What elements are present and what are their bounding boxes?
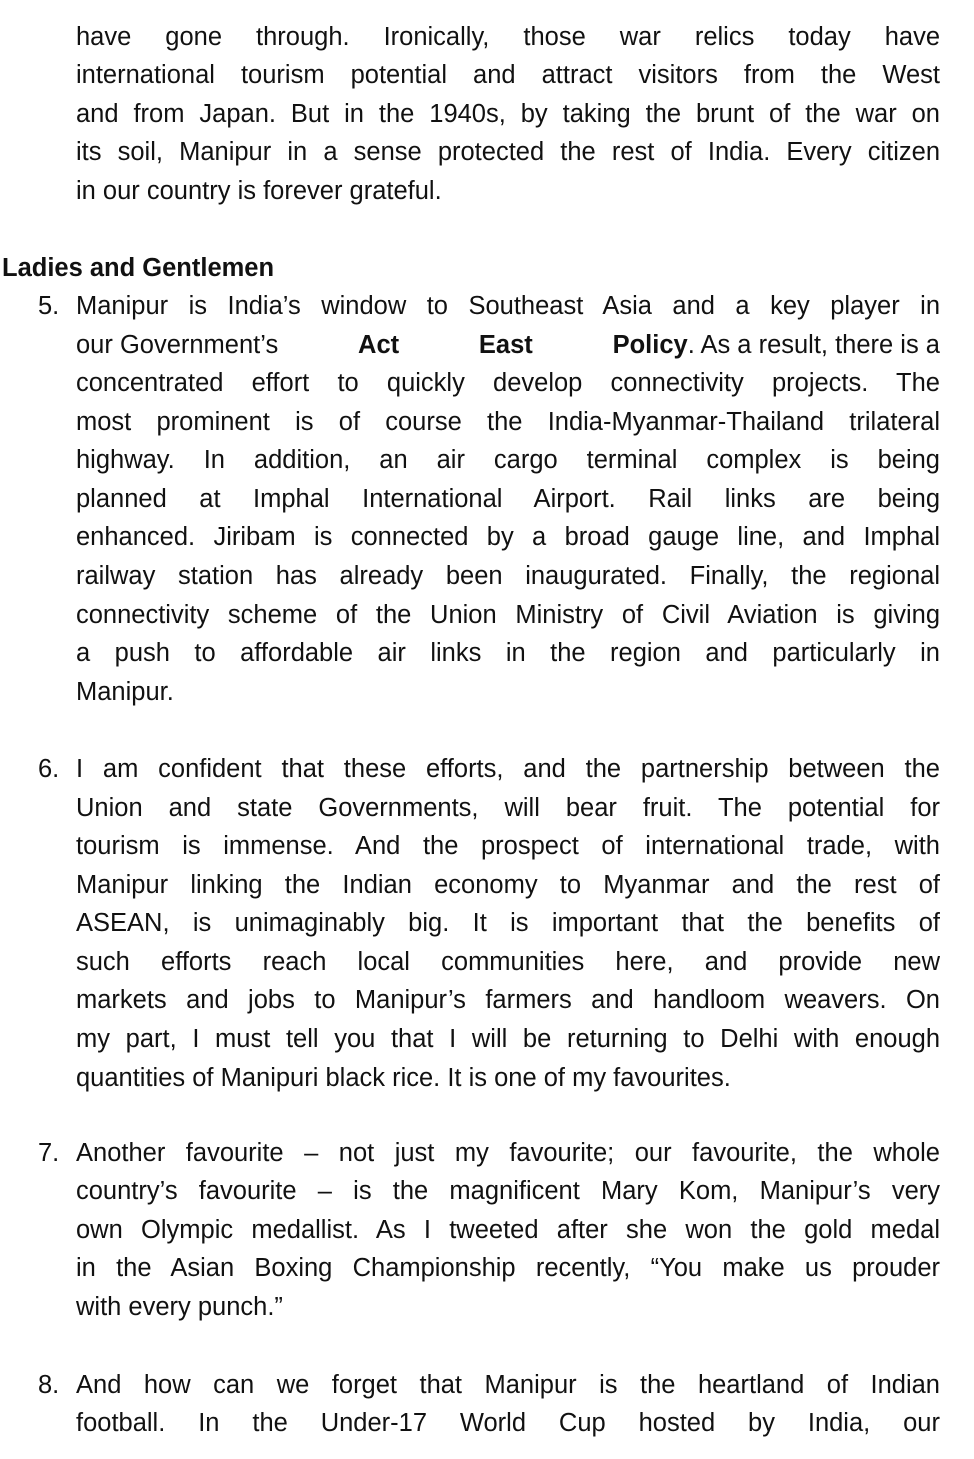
- text-segment: . As a result, there is a: [687, 331, 940, 359]
- section-heading: Ladies and Gentlemen: [2, 254, 275, 282]
- text-line: And how can we forget that Manipur is the heartland of Indian: [76, 1371, 940, 1399]
- text-line: my part, I must tell you that I will be returning to Delhi with enough: [76, 1025, 940, 1053]
- list-number: 7.: [38, 1139, 60, 1167]
- text-line: country’s favourite – is the magnificent Mary Kom, Manipur’s very: [76, 1177, 940, 1205]
- text-segment: our Government’s: [76, 331, 279, 359]
- text-line: tourism is immense. And the prospect of international trade, with: [76, 832, 940, 860]
- text-line: enhanced. Jiribam is connected by a broad gauge line, and Imphal: [76, 523, 940, 551]
- text-line: most prominent is of course the India-Myanmar-Thailand trilateral: [76, 408, 940, 436]
- text-line: have gone through. Ironically, those war relics today have: [76, 23, 940, 51]
- text-line: a push to affordable air links in the region and particularly in: [76, 639, 940, 667]
- text-line: Manipur.: [76, 678, 174, 706]
- text-line: international tourism potential and attract visitors from the West: [76, 61, 940, 89]
- text-line: [76, 326, 940, 364]
- text-line: I am confident that these efforts, and the partnership between the: [76, 755, 940, 783]
- text-line: Another favourite – not just my favourite; our favourite, the whole: [76, 1139, 940, 1167]
- text-line: in the Asian Boxing Championship recently, “You make us prouder: [76, 1254, 940, 1282]
- text-line: Union and state Governments, will bear fruit. The potential for: [76, 794, 940, 822]
- text-line: concentrated effort to quickly develop connectivity projects. The: [76, 369, 940, 397]
- text-line: with every punch.”: [76, 1293, 283, 1321]
- text-line: railway station has already been inaugurated. Finally, the regional: [76, 562, 940, 590]
- text-line: highway. In addition, an air cargo terminal complex is being: [76, 446, 940, 474]
- text-line: football. In the Under-17 World Cup hosted by India, our: [76, 1409, 940, 1437]
- text-line: markets and jobs to Manipur’s farmers and handloom weavers. On: [76, 986, 940, 1014]
- list-number: 5.: [38, 292, 60, 320]
- text-line: own Olympic medallist. As I tweeted after she won the gold medal: [76, 1216, 940, 1244]
- list-number: 8.: [38, 1371, 60, 1399]
- text-line: connectivity scheme of the Union Ministry of Civil Aviation is giving: [76, 601, 940, 629]
- text-line: such efforts reach local communities here, and provide new: [76, 948, 940, 976]
- bold-phrase: Act East Policy: [358, 331, 688, 359]
- text-line: ASEAN, is unimaginably big. It is important that the benefits of: [76, 909, 940, 937]
- text-line: planned at Imphal International Airport. Rail links are being: [76, 485, 940, 513]
- text-line: Manipur linking the Indian economy to Myanmar and the rest of: [76, 871, 940, 899]
- text-line: and from Japan. But in the 1940s, by taking the brunt of the war on: [76, 100, 940, 128]
- text-line: its soil, Manipur in a sense protected the rest of India. Every citizen: [76, 138, 940, 166]
- list-number: 6.: [38, 755, 60, 783]
- text-line: quantities of Manipuri black rice. It is one of my favourites.: [76, 1064, 731, 1092]
- text-line: Manipur is India’s window to Southeast Asia and a key player in: [76, 292, 940, 320]
- text-line: in our country is forever grateful.: [76, 177, 442, 205]
